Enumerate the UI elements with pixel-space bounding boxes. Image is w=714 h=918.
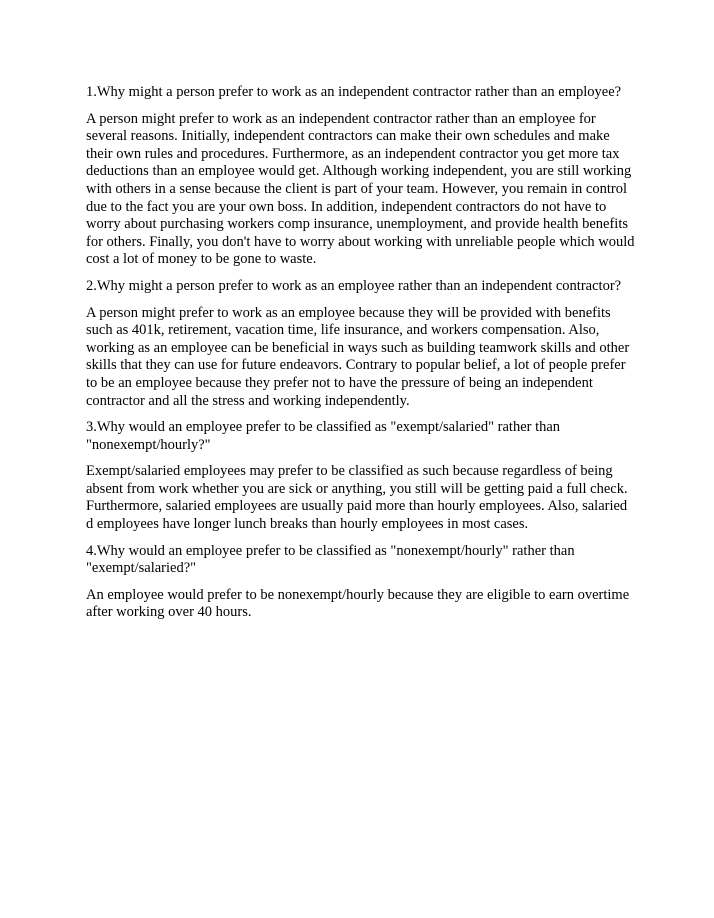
question-4: 4.Why would an employee prefer to be classified as "nonexempt/hourly" rather than "exempt/salaried?" [86, 542, 575, 577]
document-page [86, 84, 638, 631]
answer-4: An employee would prefer to be nonexempt/hourly because they are eligible to earn overtime after working over 40 hours. [86, 586, 630, 621]
answer-1: A person might prefer to work as an independent contractor rather than an employee for several reasons. Initially, independent contractors can make their own schedules and make their own rules and procedures. Furthermore, as an independent contractor you get more tax deductions than an employee would get. Although working independent, you are still working with others in a sense because the client is part of your team. However, you remain in control due to the fact you are your own boss. In addition, independent contractors do not have to worry about purchasing workers comp insurance, unemployment, and provide health benefits for others. Finally, you don't have to worry about working with unreliable people which would cost a lot of money to be gone to waste. [86, 110, 635, 268]
question-2: 2.Why might a person prefer to work as an employee rather than an independent contractor? [86, 277, 622, 294]
answer-2: A person might prefer to work as an employee because they will be provided with benefits such as 401k, retirement, vacation time, life insurance, and workers compensation. Also, working as an employee can be beneficial in ways such as building teamwork skills and other skills that they can use for future endeavors. Contrary to popular belief, a lot of people prefer to be an employee because they prefer not to have the pressure of being an independent contractor and all the stress and working independently. [86, 304, 630, 409]
answer-3: Exempt/salaried employees may prefer to be classified as such because regardless of being absent from work whether you are sick or anything, you still will be getting paid a full check. Furthermore, salaried employees are usually paid more than hourly employees. Also, salaried d employees have longer lunch breaks than hourly employees in most cases. [86, 463, 628, 533]
question-3: 3.Why would an employee prefer to be classified as "exempt/salaried" rather than "nonexempt/hourly?" [86, 419, 561, 453]
question-1: 1.Why might a person prefer to work as an independent contractor rather than an employee? [86, 84, 622, 100]
